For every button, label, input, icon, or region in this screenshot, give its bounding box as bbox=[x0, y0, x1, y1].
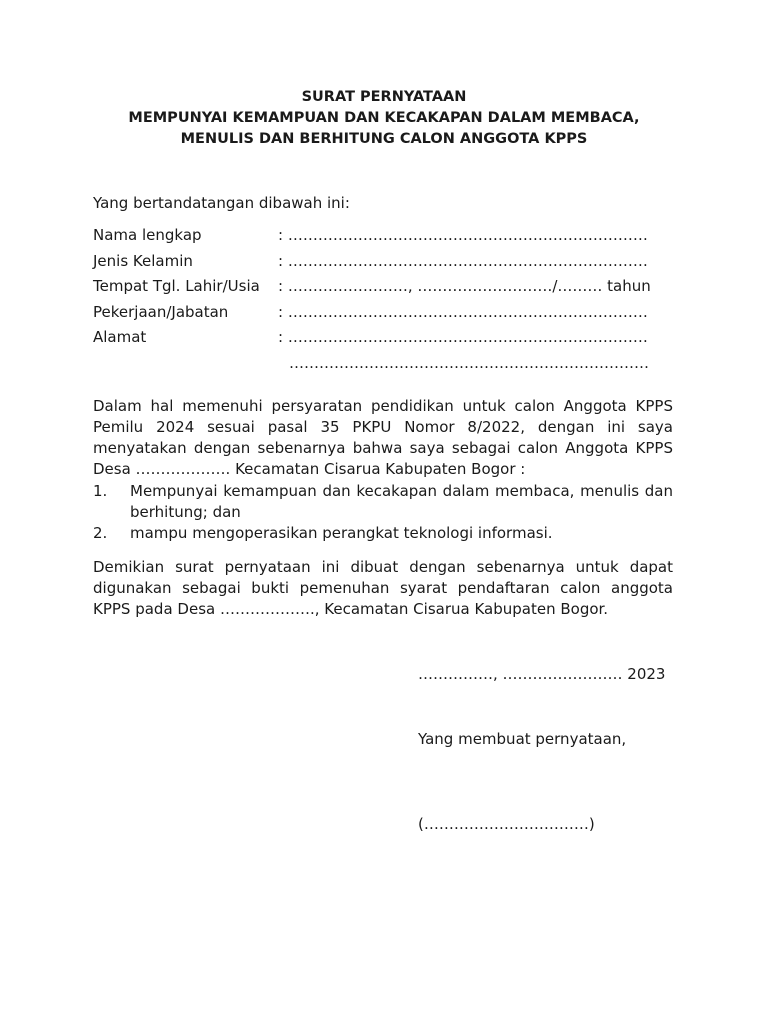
field-row-address bbox=[93, 327, 683, 353]
title-line-3: MENULIS DAN BERHITUNG CALON ANGGOTA KPPS bbox=[180, 131, 588, 147]
field-value: : ……………………………………………………………… bbox=[278, 328, 648, 346]
title-line-1: SURAT PERNYATAAN bbox=[301, 89, 467, 105]
list-number: 1. bbox=[93, 482, 108, 500]
signature-maker-label: Yang membuat pernyataan, bbox=[418, 730, 627, 748]
intro-text: Yang bertandatangan dibawah ini: bbox=[93, 194, 350, 212]
statement-paragraph: Dalam hal memenuhi persyaratan pendidikan untuk calon Anggota KPPS Pemilu 2024 sesuai pasal 35 PKPU Nomor 8/2022, dengan ini saya menyatakan dengan sebenarnya bahwa saya sebagai calon Anggota KPPS Desa ………………. Kecamatan Cisarua Kabupaten Bogor : bbox=[93, 397, 673, 478]
list-item bbox=[93, 523, 673, 544]
address-continuation: ……………………………………………………………… bbox=[289, 353, 649, 372]
statement-list bbox=[93, 481, 673, 544]
field-value: : ……………………………………………………………… bbox=[278, 302, 648, 321]
field-label: Nama lengkap bbox=[93, 226, 202, 244]
identity-fields bbox=[93, 225, 683, 378]
field-value: : ……………………, ………………………/……… tahun bbox=[278, 277, 651, 295]
field-value: : ……………………………………………………………… bbox=[278, 251, 648, 270]
field-row-name bbox=[93, 225, 683, 251]
list-number: 2. bbox=[93, 524, 108, 542]
field-row-gender bbox=[93, 251, 683, 277]
title-line-2: MEMPUNYAI KEMAMPUAN DAN KECAKAPAN DALAM MEMBACA, bbox=[128, 110, 640, 126]
signature-name-line: (……………………………) bbox=[418, 815, 595, 833]
closing-paragraph: Demikian surat pernyataan ini dibuat dengan sebenarnya untuk dapat digunakan sebagai bukti pemenuhan syarat pendaftaran calon anggota KPPS pada Desa ………………., Kecamatan Cisarua Kabupaten Bogor. bbox=[93, 558, 673, 618]
list-item bbox=[93, 481, 673, 523]
field-label: Pekerjaan/Jabatan bbox=[93, 302, 229, 321]
signature-date-line: ……………, …………………… 2023 bbox=[418, 665, 666, 683]
field-row-address-continuation bbox=[93, 353, 683, 379]
field-row-occupation bbox=[93, 302, 683, 328]
field-row-birth bbox=[93, 276, 683, 302]
list-text: mampu mengoperasikan perangkat teknologi informasi. bbox=[130, 524, 553, 542]
list-text: Mempunyai kemampuan dan kecakapan dalam membaca, menulis dan berhitung; dan bbox=[130, 482, 673, 521]
field-label: Tempat Tgl. Lahir/Usia bbox=[93, 277, 260, 295]
document-title bbox=[0, 87, 768, 150]
field-label: Jenis Kelamin bbox=[93, 251, 193, 270]
field-value: : ……………………………………………………………… bbox=[278, 226, 648, 244]
field-label: Alamat bbox=[93, 328, 147, 346]
